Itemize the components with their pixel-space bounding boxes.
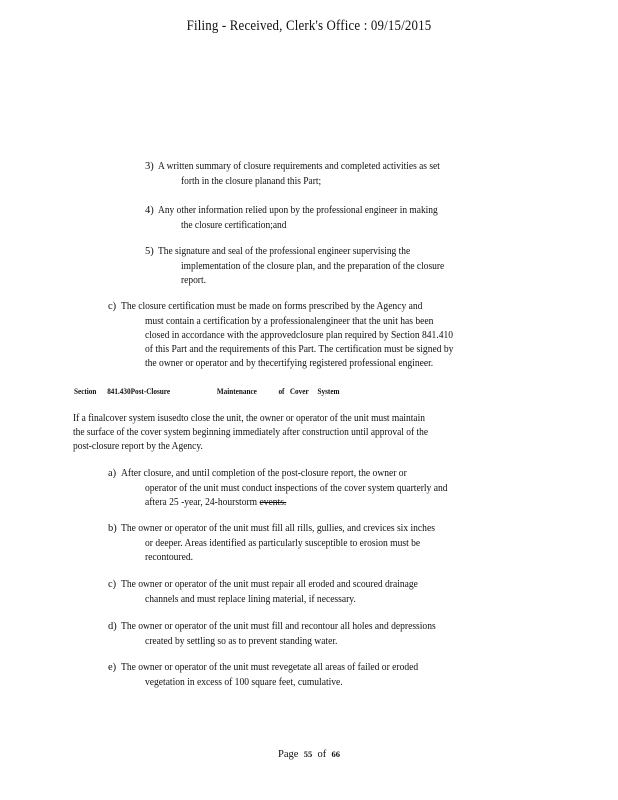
item-line: the closure certification;and xyxy=(181,220,287,231)
of-label: of xyxy=(317,749,327,760)
page-label: Page xyxy=(278,749,299,760)
item-line: Any other information relied upon by the professional engineer in making xyxy=(158,205,438,216)
item-line: The owner or operator of the unit must fill and recontour all holes and depressions xyxy=(121,621,436,632)
item-marker: e) xyxy=(108,662,117,673)
item-marker: a) xyxy=(108,468,117,479)
item-line: report. xyxy=(181,275,206,286)
item-line: The owner or operator of the unit must fill all rills, gullies, and crevices six inches xyxy=(121,523,435,534)
item-marker: c) xyxy=(108,579,117,590)
item-marker: 5) xyxy=(145,246,154,257)
item-line: closed in accordance with the approvedclosure plan required by Section 841.410 xyxy=(145,330,454,341)
item-marker: 4) xyxy=(145,205,154,216)
item-line xyxy=(145,496,286,511)
filing-header: Filing - Received, Clerk's Office : 09/15/2015 xyxy=(186,18,432,34)
item-line: forth in the closure planand this Part; xyxy=(181,176,322,187)
item-line: or deeper. Areas identified as particularly susceptible to erosion must be xyxy=(145,538,421,549)
paragraph-line: post-closure report by the Agency. xyxy=(73,441,203,452)
item-line: A written summary of closure requirements and completed activities as set xyxy=(158,161,440,172)
item-line: vegetation in excess of 100 square feet, cumulative. xyxy=(145,677,343,688)
item-line: of this Part and the requirements of this Part. The certification must be signed by xyxy=(145,344,454,355)
item-line: the owner or operator and by thecertifying registered professional engineer. xyxy=(145,358,434,369)
item-line: After closure, and until completion of the post-closure report, the owner or xyxy=(121,468,407,479)
item-line: created by settling so as to prevent standing water. xyxy=(145,636,338,647)
page-footer xyxy=(0,749,618,760)
page-number: 55 xyxy=(303,749,313,759)
item-line: operator of the unit must conduct inspections of the cover system quarterly and xyxy=(145,483,448,494)
item-line: recontoured. xyxy=(145,552,194,563)
item-line: The owner or operator of the unit must revegetate all areas of failed or eroded xyxy=(121,662,419,673)
item-line: must contain a certification by a professionalengineer that the unit has been xyxy=(145,316,434,327)
item-line: The owner or operator of the unit must repair all eroded and scoured drainage xyxy=(121,579,418,590)
paragraph-line: the surface of the cover system beginning immediately after construction until approval of the xyxy=(73,427,429,438)
item-line: The closure certification must be made on forms prescribed by the Agency and xyxy=(121,301,423,312)
section-heading: Section 841.430Post-Closure Maintenance of Cover System xyxy=(74,387,340,396)
item-marker: c) xyxy=(108,301,117,312)
struck-text: events. xyxy=(259,497,287,508)
item-line-text: aftera 25 -year, 24-hourstorm xyxy=(145,497,260,508)
item-line: channels and must replace lining material, if necessary. xyxy=(145,594,356,605)
item-marker: b) xyxy=(108,523,117,534)
item-line: The signature and seal of the professional engineer supervising the xyxy=(158,246,411,257)
paragraph-line: If a finalcover system isusedto close the unit, the owner or operator of the unit must maintain xyxy=(73,413,425,424)
total-pages: 66 xyxy=(331,749,340,759)
item-marker: 3) xyxy=(145,161,154,172)
item-marker: d) xyxy=(108,621,117,632)
item-line: implementation of the closure plan, and the preparation of the closure xyxy=(181,261,445,272)
